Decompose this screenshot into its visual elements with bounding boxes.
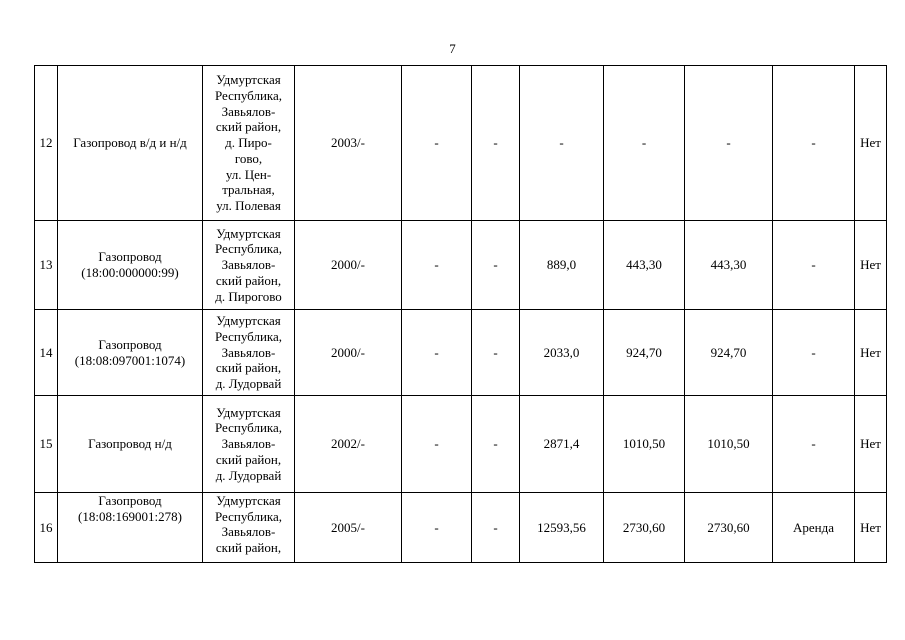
cell-col11: Нет: [855, 66, 887, 221]
cell-col8: 443,30: [604, 221, 685, 310]
year-cell: 2005/-: [295, 493, 402, 563]
cell-col11: Нет: [855, 310, 887, 396]
cell-col10: -: [773, 396, 855, 493]
cell-col8: 924,70: [604, 310, 685, 396]
cell-col7: -: [520, 66, 604, 221]
page-number: 7: [449, 41, 456, 56]
object-name: Газопровод в/д и н/д: [58, 66, 203, 221]
object-address: Удмуртская Республика, Завьялов- ский район, д. Пирогово: [203, 221, 295, 310]
cell-col5: -: [402, 221, 472, 310]
row-number: 15: [35, 396, 58, 493]
cell-col9: -: [685, 66, 773, 221]
year-cell: 2000/-: [295, 310, 402, 396]
year-cell: 2002/-: [295, 396, 402, 493]
cell-col11: Нет: [855, 221, 887, 310]
cell-col6: -: [472, 310, 520, 396]
cell-col6: -: [472, 221, 520, 310]
cell-col10: -: [773, 221, 855, 310]
row-number: 12: [35, 66, 58, 221]
object-address: Удмуртская Республика, Завьялов- ский район, д. Пиро- гово, ул. Цен- тральная, ул. Полевая: [203, 66, 295, 221]
cell-col5: -: [402, 493, 472, 563]
cell-col8: 2730,60: [604, 493, 685, 563]
cell-col6: -: [472, 493, 520, 563]
object-address: Удмуртская Республика, Завьялов- ский район,: [203, 493, 295, 563]
cell-col11: Нет: [855, 493, 887, 563]
cell-col8: -: [604, 66, 685, 221]
table-row: [35, 310, 887, 396]
object-name: Газопровод (18:08:097001:1074): [58, 310, 203, 396]
cell-col10: -: [773, 66, 855, 221]
cell-col5: -: [402, 66, 472, 221]
row-number: 13: [35, 221, 58, 310]
table-body: [35, 66, 887, 563]
cell-col8: 1010,50: [604, 396, 685, 493]
cell-col7: 2033,0: [520, 310, 604, 396]
row-number: 14: [35, 310, 58, 396]
table-row: [35, 493, 887, 563]
cell-col10: -: [773, 310, 855, 396]
cell-col7: 889,0: [520, 221, 604, 310]
table-row: [35, 66, 887, 221]
cell-col9: 443,30: [685, 221, 773, 310]
table-row: [35, 221, 887, 310]
cell-col9: 1010,50: [685, 396, 773, 493]
object-name: Газопровод н/д: [58, 396, 203, 493]
object-name: Газопровод (18:08:169001:278): [58, 493, 203, 563]
cell-col11: Нет: [855, 396, 887, 493]
row-number: 16: [35, 493, 58, 563]
object-address: Удмуртская Республика, Завьялов- ский район, д. Лудорвай: [203, 396, 295, 493]
cell-col7: 12593,56: [520, 493, 604, 563]
object-address: Удмуртская Республика, Завьялов- ский район, д. Лудорвай: [203, 310, 295, 396]
cell-col9: 2730,60: [685, 493, 773, 563]
year-cell: 2000/-: [295, 221, 402, 310]
object-name: Газопровод (18:00:000000:99): [58, 221, 203, 310]
year-cell: 2003/-: [295, 66, 402, 221]
cell-col10: Аренда: [773, 493, 855, 563]
table-row: [35, 396, 887, 493]
cell-col6: -: [472, 396, 520, 493]
cell-col9: 924,70: [685, 310, 773, 396]
cell-col7: 2871,4: [520, 396, 604, 493]
property-registry-table: [34, 65, 887, 563]
cell-col5: -: [402, 310, 472, 396]
cell-col5: -: [402, 396, 472, 493]
cell-col6: -: [472, 66, 520, 221]
